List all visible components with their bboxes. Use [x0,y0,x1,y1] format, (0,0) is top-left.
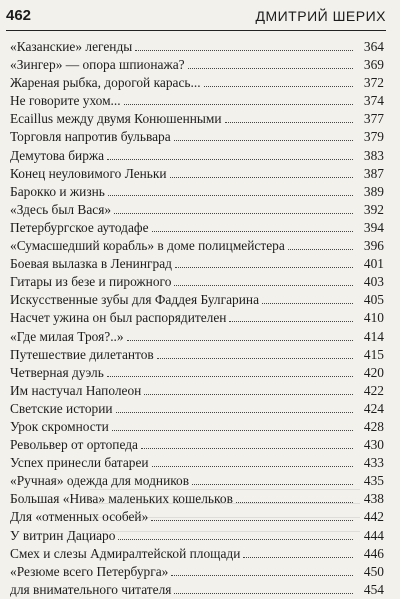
toc-entry-page: 433 [363,455,384,471]
toc-entry [10,309,384,327]
toc-entry-title: Четверная дуэль [10,364,104,380]
dot-leader [174,129,353,141]
dot-leader [229,310,353,322]
toc-entry-page: 442 [363,509,384,525]
toc-entry-title: Искусственные зубы для Фаддея Булгарина [10,292,260,308]
toc-entry-page: 392 [363,201,384,217]
toc-entry [10,237,384,255]
dot-leader [144,383,353,395]
toc-entry-title: «Зингер» — опора шпионажа? [10,57,185,73]
toc-entry [10,563,384,581]
toc-entry-page: 387 [363,165,384,181]
toc-entry [10,183,384,201]
toc-entry-page: 396 [363,238,384,254]
dot-leader [124,93,353,105]
dot-leader [127,329,353,341]
toc-entry [10,545,384,563]
toc-entry-page: 374 [363,93,384,109]
toc-entry-page: 377 [363,111,384,127]
toc-entry-page: 428 [363,418,384,434]
page-number: 462 [6,7,32,24]
page-header [6,4,386,30]
toc-entry-title: «Резюме всего Петербурга» [10,563,169,579]
toc-entry-title: У витрин Дациаро [10,527,116,543]
toc-entry-title: Жареная рыбка, дорогой карась... [10,75,201,91]
dot-leader [236,491,353,503]
toc-entry-title: «Сумасшедший корабль» в доме полицмейстера [10,238,285,254]
toc-entry-page: 450 [363,563,384,579]
running-head-author: ДМИТРИЙ ШЕРИХ [255,8,386,24]
toc-entry [10,110,384,128]
dot-leader [141,437,353,449]
dot-leader [188,57,353,69]
dot-leader [114,202,353,214]
dot-leader [151,509,353,521]
toc-entry [10,418,384,436]
toc-entry-page: 379 [363,129,384,145]
toc-entry-page: 454 [363,581,384,597]
toc-entry-title: Боевая вылазка в Ленинград [10,256,172,272]
toc-entry-title: Большая «Нива» маленьких кошельков [10,491,233,507]
toc-entry-title: Урок скромности [10,418,109,434]
dot-leader [171,564,353,576]
dot-leader [243,546,353,558]
toc-entry-page: 444 [363,527,384,543]
toc-entry-title: Светские истории [10,400,113,416]
dot-leader [108,184,353,196]
dot-leader [175,256,353,268]
toc-entry-title: «Где милая Троя?..» [10,328,124,344]
toc-entry [10,472,384,490]
toc-entry [10,128,384,146]
dot-leader [116,401,353,413]
toc-entry-title: Для «отменных особей» [10,509,149,525]
toc-entry [10,92,384,110]
toc-entry [10,328,384,346]
dot-leader [174,274,353,286]
toc-entry-page: 405 [363,292,384,308]
dot-leader [152,220,353,232]
toc-entry-page: 403 [363,274,384,290]
toc-entry [10,219,384,237]
dot-leader [135,39,353,51]
toc-entry-page: 420 [363,364,384,380]
toc-entry [10,201,384,219]
toc-entry-page: 372 [363,75,384,91]
toc-entry-title: «Ручная» одежда для модников [10,473,190,489]
toc-entry-title: Путешествие дилетантов [10,346,154,362]
toc-entry-page: 415 [363,346,384,362]
toc-entry-page: 389 [363,183,384,199]
dot-leader [225,111,353,123]
dot-leader [192,473,353,485]
toc-entry-title: «Здесь был Вася» [10,201,112,217]
dot-leader [288,238,353,250]
toc-entry [10,56,384,74]
toc-entry-page: 438 [363,491,384,507]
toc-entry-title: Петербургское аутодафе [10,219,149,235]
toc-entry-page: 446 [363,545,384,561]
dot-leader [157,347,353,359]
dot-leader [112,419,353,431]
toc-entry-page: 435 [363,473,384,489]
toc-entry-page: 414 [363,328,384,344]
dot-leader [262,292,353,304]
toc-entry-title: Конец неуловимого Леньки [10,165,167,181]
toc-entry-page: 430 [363,437,384,453]
toc-entry-page: 383 [363,147,384,163]
toc-entry-title: Смех и слезы Адмиралтейской площади [10,545,241,561]
toc-entry-page: 422 [363,382,384,398]
toc-entry [10,490,384,508]
dot-leader [107,148,353,160]
toc-entry-title: Ecaillus между двумя Конюшенными [10,111,222,127]
toc-entry [10,400,384,418]
toc-entry-title: Не говорите ухом... [10,93,121,109]
table-of-contents [10,38,384,599]
toc-entry [10,255,384,273]
toc-entry-title: Торговля напротив бульвара [10,129,171,145]
dot-leader [152,455,353,467]
toc-entry-page: 401 [363,256,384,272]
toc-entry [10,527,384,545]
toc-entry [10,165,384,183]
toc-entry [10,346,384,364]
toc-entry-page: 364 [363,39,384,54]
toc-entry [10,291,384,309]
dot-leader [107,365,353,377]
toc-entry [10,38,384,56]
dot-leader [170,166,353,178]
toc-entry-title: Гитары из безе и пирожного [10,274,172,290]
dot-leader [118,528,353,540]
toc-entry [10,581,384,599]
toc-entry-title: «Казанские» легенды [10,39,133,54]
toc-entry-title: Барокко и жизнь [10,183,105,199]
toc-entry [10,147,384,165]
toc-entry [10,74,384,92]
toc-entry [10,382,384,400]
toc-entry-title: Им настучал Наполеон [10,382,142,398]
toc-entry-title: Успех принесли батареи [10,455,149,471]
toc-entry-title: Насчет ужина он был распорядителен [10,310,227,326]
toc-entry [10,454,384,472]
dot-leader [204,75,353,87]
toc-entry-title: Демутова биржа [10,147,105,163]
toc-entry-title: Револьвер от ортопеда [10,437,138,453]
header-rule [6,30,386,31]
toc-entry-page: 369 [363,57,384,73]
toc-entry [10,436,384,454]
dot-leader [174,582,353,594]
toc-entry-page: 394 [363,219,384,235]
toc-entry-page: 410 [363,310,384,326]
toc-entry [10,364,384,382]
toc-entry [10,508,384,526]
toc-entry-page: 424 [363,400,384,416]
toc-entry [10,273,384,291]
toc-entry-title: для внимательного читателя [10,581,172,597]
